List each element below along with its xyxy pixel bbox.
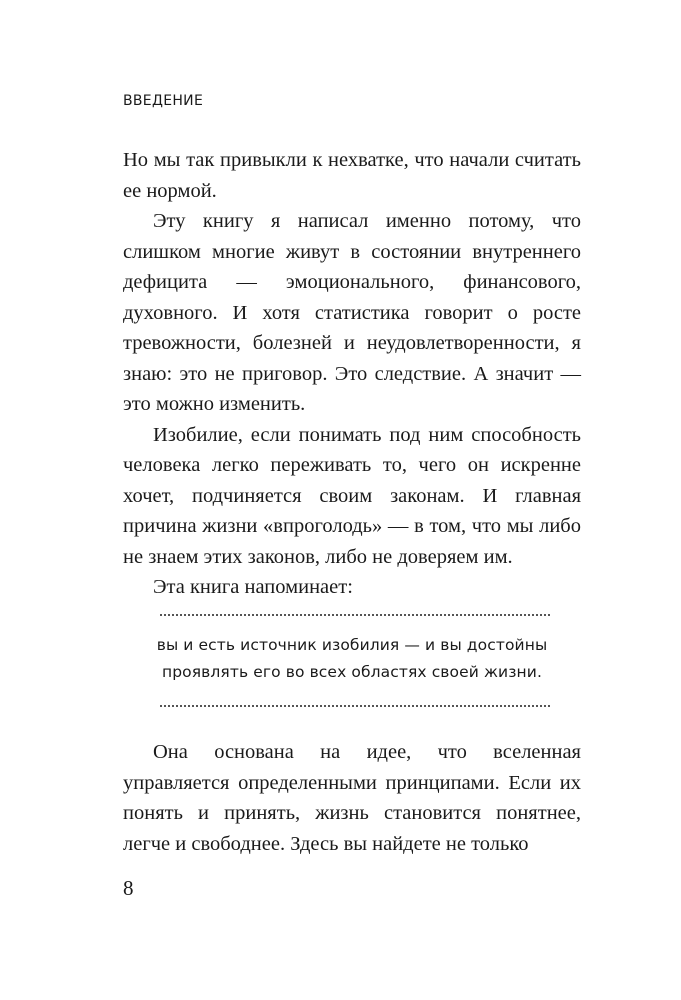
- body-text-bottom: [123, 737, 581, 859]
- running-head: ВВЕДЕНИЕ: [123, 93, 204, 109]
- paragraph: Но мы так привыкли к нехватке, что начали считать ее нормой.: [123, 149, 581, 202]
- paragraph: Изобилие, если понимать под ним способность человека легко переживать то, чего он искренне хочет, подчиняется своим законам. И главная причина жизни «впроголодь» — в том, что мы либо не знаем этих законов, либо не доверяем им.: [123, 423, 581, 568]
- highlighted-quote: [123, 632, 581, 686]
- paragraph: Эта книга напоминает:: [153, 576, 353, 598]
- quote-line: проявлять его во всех областях своей жизни.: [162, 663, 542, 681]
- paragraph: Она основана на идее, что вселенная управляется определенными принципами. Если их понять и принять, жизнь становится понятнее, легче и свободнее. Здесь вы найдете не только: [123, 741, 581, 855]
- dotted-divider-top: [160, 614, 550, 616]
- quote-line: вы и есть источник изобилия — и вы достойны: [156, 636, 548, 654]
- dotted-divider-bottom: [160, 705, 550, 707]
- paragraph: Эту книгу я написал именно потому, что слишком многие живут в состоянии внутреннего дефицита — эмоционального, финансового, духовного. И хотя статистика говорит о росте тревожности, болезней и неудовлетворенности, я знаю: это не приговор. Это следствие. А значит — это можно изменить.: [123, 210, 581, 415]
- body-text-top: [123, 145, 581, 603]
- page-number: 8: [123, 876, 134, 900]
